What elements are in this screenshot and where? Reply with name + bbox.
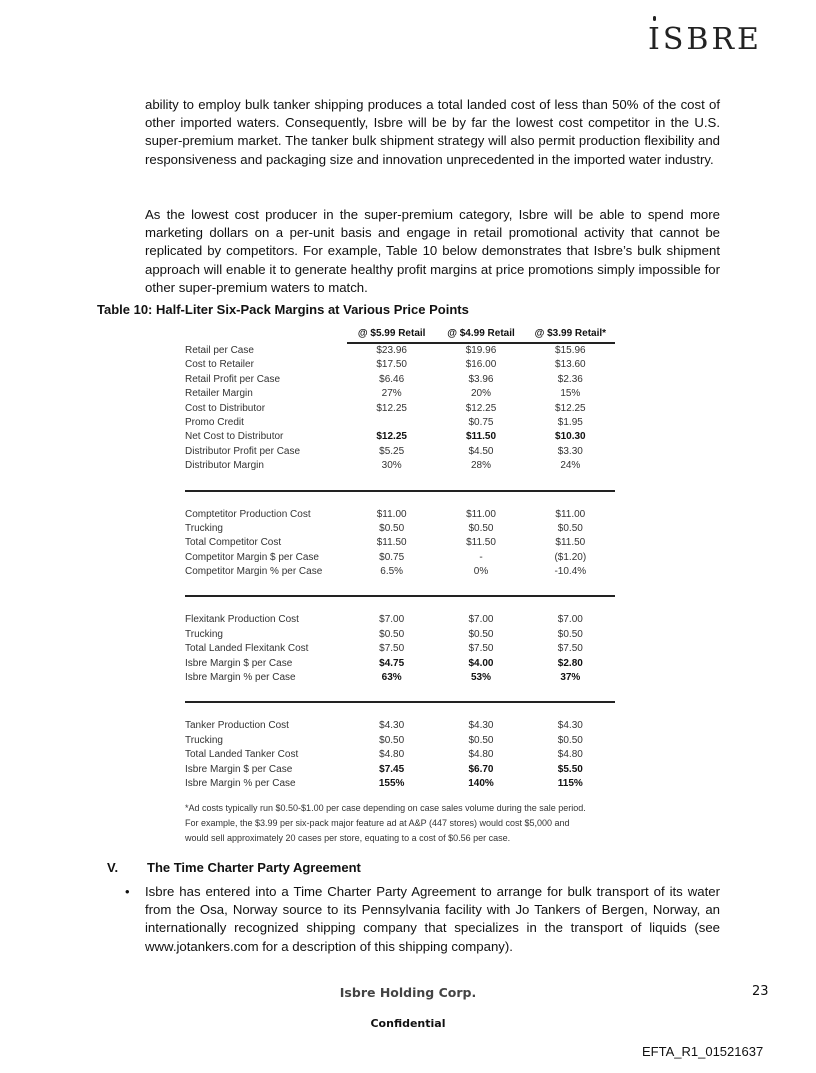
cell-value: $23.96 xyxy=(376,345,407,356)
table-row xyxy=(185,508,615,522)
cell-value: $12.25 xyxy=(555,402,586,414)
row-label: Net Cost to Distributor xyxy=(185,431,284,443)
cell-value: 20% xyxy=(470,388,491,400)
cell-value: 0% xyxy=(473,566,489,578)
cell-value: $7.00 xyxy=(557,614,583,626)
cell-value: $7.50 xyxy=(468,643,494,655)
cell-value xyxy=(347,416,436,430)
section-number: V. xyxy=(107,860,119,875)
cell-value: $12.25 xyxy=(376,431,407,443)
row-label: Isbre Margin $ per Case xyxy=(185,657,293,669)
cell-value: 6.5% xyxy=(380,566,404,578)
cell-value: $1.95 xyxy=(557,416,583,428)
cell-value: $7.00 xyxy=(379,614,405,626)
row-label: Isbre Margin % per Case xyxy=(185,777,296,789)
column-header: @ $4.99 Retail xyxy=(447,328,515,339)
table-row xyxy=(185,734,615,748)
table-row xyxy=(185,551,615,565)
row-label: Isbre Margin $ per Case xyxy=(185,763,293,775)
cell-value: $6.46 xyxy=(379,373,405,385)
bullet-marker: • xyxy=(125,884,130,899)
row-label: Distributor Profit per Case xyxy=(185,445,301,457)
cell-value: $11.00 xyxy=(376,508,407,520)
row-label: Total Landed Tanker Cost xyxy=(185,749,299,761)
cell-value: $2.80 xyxy=(557,657,583,669)
cell-value: $4.80 xyxy=(468,749,494,761)
margins-table xyxy=(185,326,615,846)
row-label: Competitor Margin $ per Case xyxy=(185,551,319,563)
cell-value: $0.50 xyxy=(379,522,405,534)
table-row xyxy=(185,387,615,401)
cell-value: 63% xyxy=(381,672,402,684)
cell-value: $12.25 xyxy=(376,402,407,414)
cell-value: $0.75 xyxy=(379,551,405,563)
section-divider xyxy=(185,701,615,703)
cell-value: $0.75 xyxy=(468,416,494,428)
cell-value: 140% xyxy=(468,777,494,789)
cell-value: $4.50 xyxy=(468,445,494,457)
table-row xyxy=(185,748,615,762)
section-heading xyxy=(107,860,361,875)
cell-value: $3.96 xyxy=(468,373,494,385)
cell-value: $11.50 xyxy=(465,431,497,443)
cell-value: $4.30 xyxy=(379,720,405,732)
row-label: Cost to Distributor xyxy=(185,402,266,414)
row-label: Promo Credit xyxy=(185,416,244,428)
table-row xyxy=(185,416,615,430)
cell-value: 15% xyxy=(560,388,581,400)
cell-value: 115% xyxy=(557,777,583,789)
cell-value: $11.00 xyxy=(466,508,496,520)
column-header: @ $5.99 Retail xyxy=(357,328,426,339)
row-label: Retail per Case xyxy=(185,345,254,356)
table-row xyxy=(185,402,615,416)
row-label: Cost to Retailer xyxy=(185,359,254,371)
table-row xyxy=(185,459,615,473)
section-divider xyxy=(185,595,615,597)
table-row xyxy=(185,613,615,627)
table-row xyxy=(185,642,615,656)
cell-value: 37% xyxy=(560,672,581,684)
row-label: Retail Profit per Case xyxy=(185,373,281,385)
table-row xyxy=(185,628,615,642)
table-header xyxy=(347,326,615,344)
cell-value: ($1.20) xyxy=(554,551,587,563)
table-row xyxy=(185,671,615,685)
cell-value: $6.70 xyxy=(468,763,494,775)
cell-value: 30% xyxy=(381,460,402,472)
cell-value: $0.50 xyxy=(557,522,583,534)
cell-value: $11.50 xyxy=(555,537,586,549)
cell-value: 53% xyxy=(470,672,491,684)
row-label: Trucking xyxy=(185,628,223,640)
cell-value: $5.50 xyxy=(557,763,583,775)
page-number: 23 xyxy=(752,984,769,999)
cell-value: $11.50 xyxy=(466,537,496,549)
cell-value: $0.50 xyxy=(468,734,494,746)
cell-value: $11.50 xyxy=(376,537,407,549)
table-row xyxy=(185,522,615,536)
row-label: Distributor Margin xyxy=(185,460,264,472)
section-divider xyxy=(185,490,615,492)
cell-value: 27% xyxy=(381,388,402,400)
section-title: The Time Charter Party Agreement xyxy=(147,860,361,875)
logo-accent xyxy=(653,16,656,21)
cell-value: - xyxy=(479,551,483,563)
table-row xyxy=(185,344,615,358)
table-footnote xyxy=(185,801,615,846)
cell-value: $10.30 xyxy=(555,431,586,443)
cell-value: $0.50 xyxy=(468,522,494,534)
row-label: Total Competitor Cost xyxy=(185,537,282,549)
row-label: Total Landed Flexitank Cost xyxy=(185,643,309,655)
paragraph-1: ability to employ bulk tanker shipping produces a total landed cost of less than 50% of the cost of other imported waters. Consequently, Isbre will be by far the lowest cost competitor in the U.S. super-premium market. The tanker bulk shipment strategy will also permit production flexibility and responsiveness and packaging size and innovation unprecedented in the imported water industry. xyxy=(145,97,720,167)
row-label: Isbre Margin % per Case xyxy=(185,672,296,684)
row-label: Tanker Production Cost xyxy=(185,720,289,732)
cell-value: $4.30 xyxy=(468,720,494,732)
row-label: Trucking xyxy=(185,734,223,746)
table-row xyxy=(185,445,615,459)
cell-value: $17.50 xyxy=(376,359,407,371)
table-row xyxy=(185,358,615,372)
row-label: Competitor Margin % per Case xyxy=(185,566,323,578)
isbre-logo: ISBRE xyxy=(648,22,762,57)
cell-value: 155% xyxy=(378,777,405,789)
table-row xyxy=(185,763,615,777)
footnote-line: *Ad costs typically run $0.50-$1.00 per case depending on case sales volume during the sale period. xyxy=(185,803,586,814)
cell-value: $0.50 xyxy=(557,734,583,746)
cell-value: $0.50 xyxy=(468,628,494,640)
cell-value: $16.00 xyxy=(465,359,497,371)
footer-company: Isbre Holding Corp. xyxy=(339,985,477,1000)
row-label: Comptetitor Production Cost xyxy=(185,508,311,520)
footnote-line: would sell approximately 20 cases per store, equating to a cost of $0.56 per case. xyxy=(185,833,511,844)
cell-value: $4.75 xyxy=(379,657,405,669)
table-row xyxy=(185,719,615,733)
footer-confidential: Confidential xyxy=(370,1017,446,1030)
cell-value: $4.30 xyxy=(557,720,583,732)
table-row xyxy=(185,430,615,444)
cell-value: -10.4% xyxy=(554,566,587,578)
cell-value: $5.25 xyxy=(379,445,405,457)
row-label: Flexitank Production Cost xyxy=(185,614,299,626)
table-row xyxy=(185,777,615,791)
cell-value: $4.00 xyxy=(468,657,494,669)
cell-value: $15.96 xyxy=(555,345,586,356)
table-row xyxy=(185,657,615,671)
footnote-line: For example, the $3.99 per six-pack major feature ad at A&P (447 stores) would cost $5,000 and xyxy=(185,818,570,829)
table-caption: Table 10: Half-Liter Six-Pack Margins at Various Price Points xyxy=(97,302,469,317)
cell-value: $7.50 xyxy=(379,643,405,655)
table-row xyxy=(185,373,615,387)
cell-value: $12.25 xyxy=(465,402,497,414)
cell-value: $2.36 xyxy=(557,373,583,385)
row-label: Trucking xyxy=(185,522,223,534)
cell-value: $0.50 xyxy=(557,628,583,640)
column-header: @ $3.99 Retail* xyxy=(534,328,607,339)
cell-value: 28% xyxy=(470,460,491,472)
paragraph-2: As the lowest cost producer in the super-premium category, Isbre will be able to spend more marketing dollars on a per-unit basis and engage in retail promotional activity that cannot be replicated by competitors. For example, Table 10 below demonstrates that Isbre’s bulk shipment approach will enable it to generate healthy profit margins at price promotions simply impossible for other super-premium waters to match. xyxy=(145,207,720,295)
cell-value: $0.50 xyxy=(379,734,405,746)
cell-value: $3.30 xyxy=(557,445,583,457)
cell-value: $0.50 xyxy=(379,628,405,640)
table-row xyxy=(185,565,615,579)
cell-value: $7.45 xyxy=(379,763,405,775)
cell-value: $7.00 xyxy=(468,614,494,626)
bullet-text: Isbre has entered into a Time Charter Party Agreement to arrange for bulk transport of its water from the Osa, Norway source to its Pennsylvania facility with Jo Tankers of Bergen, Norway, an internationally recognized shipping company that specializes in the transport of liquids (see www.jotankers.com for a description of this shipping company). xyxy=(145,884,720,954)
cell-value: 24% xyxy=(560,460,581,472)
table-row xyxy=(185,536,615,550)
cell-value: $19.96 xyxy=(465,345,497,356)
document-id: EFTA_R1_01521637 xyxy=(642,1044,764,1059)
row-label: Retailer Margin xyxy=(185,388,253,400)
cell-value: $4.80 xyxy=(557,749,583,761)
cell-value: $4.80 xyxy=(379,749,405,761)
cell-value: $13.60 xyxy=(555,359,586,371)
cell-value: $7.50 xyxy=(557,643,583,655)
cell-value: $11.00 xyxy=(555,508,586,520)
